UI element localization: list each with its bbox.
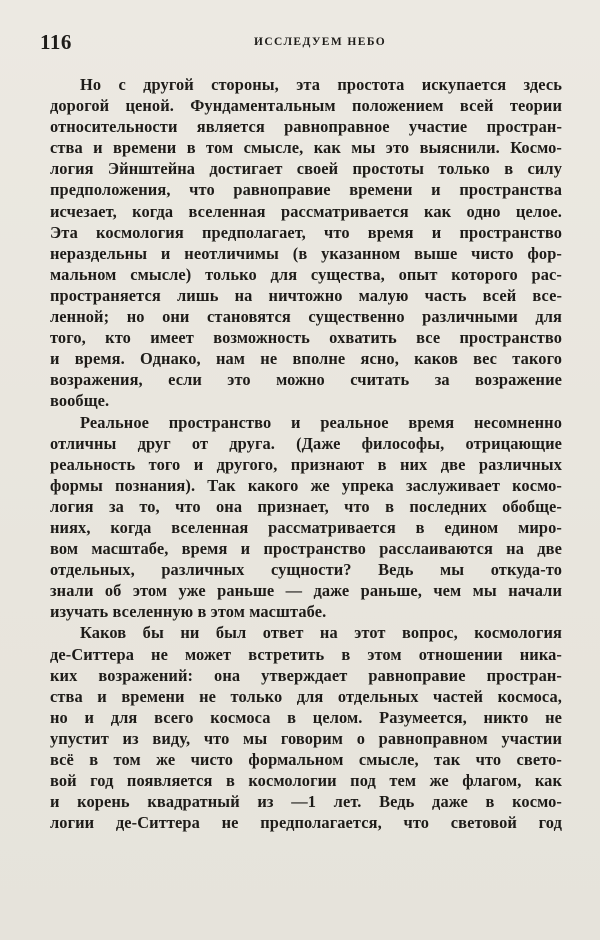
text-line: ниях, когда вселенная рассматривается в едином миро- <box>50 517 562 537</box>
text-line: исчезает, когда вселенная рассматривается как одно целое. <box>50 201 562 221</box>
text-line: знали об этом уже раньше — даже раньше, чем мы начали <box>50 581 562 601</box>
text-line: того, кто имеет возможность охватить все пространство <box>50 328 562 348</box>
text-line: логия Эйнштейна достигает своей простоты только в силу <box>50 159 562 179</box>
text-line: возражения, если это можно считать за возражение <box>50 370 562 390</box>
text-line: но и для всего космоса в целом. Разумеется, никто не <box>50 707 562 727</box>
text-line: и время. Однако, нам не вполне ясно, каков вес такого <box>50 349 562 369</box>
text-line: мальном смысле) только для существа, опыт которого рас- <box>50 264 562 284</box>
text-line: Каков бы ни был ответ на этот вопрос, космология <box>80 623 562 643</box>
text-line: отличны друг от друга. (Даже философы, отрицающие <box>50 433 562 453</box>
text-line: ства и времени не только для отдельных частей космоса, <box>50 686 562 706</box>
text-line: Эта космология предполагает, что время и пространство <box>50 222 562 242</box>
text-line: вообще. <box>50 391 110 411</box>
text-line: нераздельны и неотличимы (в указанном выше чисто фор- <box>50 243 562 263</box>
text-line: де-Ситтера не может встретить в этом отношении ника- <box>50 644 562 664</box>
text-line: отдельных, различных сущности? Ведь мы откуда-то <box>50 560 562 580</box>
text-line: формы познания). Так какого же упрека заслуживает космо- <box>50 475 562 495</box>
text-line: ких возражений: она утверждает равноправие простран- <box>50 665 562 685</box>
text-line: реальность того и другого, признают в них две различных <box>50 454 562 474</box>
text-line: вой год появляется в космологии под тем же флагом, как <box>50 771 562 791</box>
page-header <box>40 30 570 56</box>
text-line: ленной; но они становятся существенно различными для <box>50 307 562 327</box>
text-line: пространяется лишь на ничтожно малую часть всей все- <box>50 285 562 305</box>
text-line: логия за то, что она признает, что в последних обобще- <box>50 496 562 516</box>
body-text <box>50 74 562 833</box>
text-line: ства и времени в том смысле, как мы это выяснили. Космо- <box>50 138 562 158</box>
text-line: Но с другой стороны, эта простота искупается здесь <box>80 75 562 94</box>
text-line: вом масштабе, время и пространство расслаиваются на две <box>50 539 562 559</box>
text-line: дорогой ценой. Фундаментальным положением всей теории <box>50 96 562 116</box>
text-line: и корень квадратный из —1 лет. Ведь даже в космо- <box>50 792 562 812</box>
text-line: упустит из виду, что мы говорим о равноправном участии <box>50 728 562 748</box>
text-line: изучать вселенную в этом масштабе. <box>50 602 327 622</box>
text-line: всё в том же чисто формальном смысле, так что свето- <box>50 750 562 769</box>
text-line: относительности является равноправное участие простран- <box>50 117 562 137</box>
text-line: логии де-Ситтера не предполагается, что световой год <box>50 813 562 833</box>
text-line: Реальное пространство и реальное время несомненно <box>80 412 562 432</box>
running-title: ИССЛЕДУЕМ НЕБО <box>254 36 387 48</box>
text-line: предположения, что равноправие времени и пространства <box>50 180 562 200</box>
page-number: 116 <box>40 30 72 54</box>
